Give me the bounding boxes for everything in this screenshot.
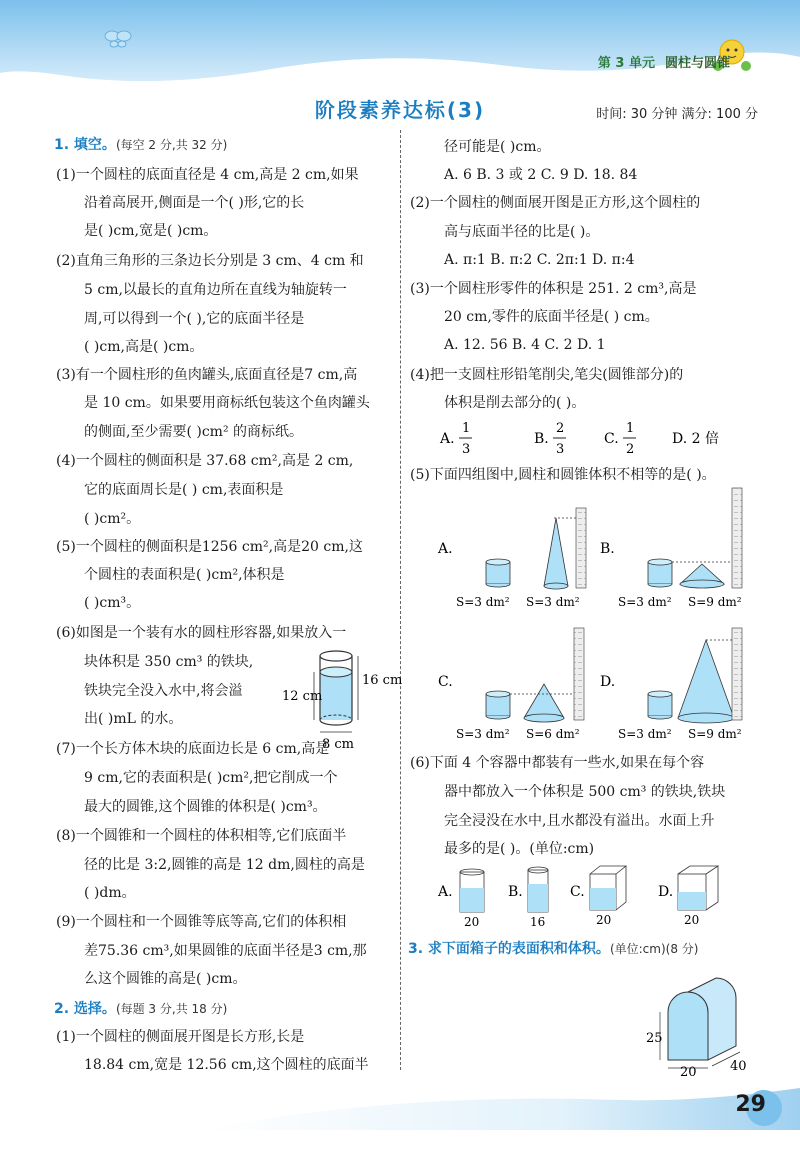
s1-line: 个圆柱的表面积是( )cm²,体积是 xyxy=(84,567,285,583)
s2-line: 体积是削去部分的( )。 xyxy=(444,395,586,411)
s1-line: (8)一个圆锥和一个圆柱的体积相等,它们底面半 xyxy=(56,828,347,844)
s1-line: 是( )cm,宽是( )cm。 xyxy=(84,223,218,239)
s1-line: (6)如图是一个装有水的圆柱形容器,如果放入一 xyxy=(56,625,347,641)
q5-group-b-label: B. xyxy=(600,541,615,557)
s2-line: 径可能是( )cm。 xyxy=(444,139,551,155)
s1-line: ( )cm²。 xyxy=(84,511,141,527)
s1-line: 它的底面周长是( ) cm,表面积是 xyxy=(84,482,284,498)
q4-option-c-num: 1 xyxy=(626,421,635,436)
q6-b-label: B. xyxy=(508,884,523,900)
q5-c-cone-area: S=6 dm² xyxy=(526,727,580,741)
q5-a-cyl-area: S=3 dm² xyxy=(456,595,510,609)
s2-line: 18.84 cm,宽是 12.56 cm,这个圆柱的底面半 xyxy=(84,1057,369,1073)
s2-line: (3)一个圆柱形零件的体积是 251. 2 cm³,高是 xyxy=(410,281,697,297)
s2-line: (5)下面四组图中,圆柱和圆锥体积不相等的是( )。 xyxy=(410,467,716,483)
s1-line: 最大的圆锥,这个圆锥的体积是( )cm³。 xyxy=(84,799,327,815)
q4-options xyxy=(440,416,740,460)
q5-group-c xyxy=(438,628,584,741)
s1-line: ( )cm,高是( )cm。 xyxy=(84,339,204,355)
q6-a-label: A. xyxy=(438,884,453,900)
q5-d-cone-area: S=9 dm² xyxy=(688,727,742,741)
q6-a-dim: 20 xyxy=(464,915,480,929)
box-figure xyxy=(646,972,756,1080)
q4-option-a-den: 3 xyxy=(462,442,471,457)
unit-tag xyxy=(598,52,730,71)
box-width-label: 20 xyxy=(680,1065,697,1080)
q5-figures xyxy=(434,488,750,741)
q5-c-cyl-area: S=3 dm² xyxy=(456,727,510,741)
q5-group-d xyxy=(600,628,742,741)
q6-c-label: C. xyxy=(570,884,585,900)
section1-heading xyxy=(54,138,227,152)
s1-line: (9)一个圆柱和一个圆锥等底等高,它们的体积相 xyxy=(56,914,347,930)
section2-heading xyxy=(54,1002,227,1016)
s2-line: (1)一个圆柱的侧面展开图是长方形,长是 xyxy=(56,1029,305,1045)
s2-line: 完全浸没在水中,且水都没有溢出。水面上升 xyxy=(444,813,715,829)
q4-option-a-label: A. xyxy=(440,431,455,447)
box-depth-label: 40 xyxy=(730,1059,747,1074)
s1-line: 周,可以得到一个( ),它的底面半径是 xyxy=(84,311,305,327)
s1-line: 块体积是 350 cm³ 的铁块, xyxy=(84,654,254,670)
s1-line: (1)一个圆柱的底面直径是 4 cm,高是 2 cm,如果 xyxy=(56,167,359,183)
s1-line: ( )dm。 xyxy=(84,885,136,901)
s1-line: 铁块完全没入水中,将会溢 xyxy=(84,683,243,699)
s2-line: (6)下面 4 个容器中都装有一些水,如果在每个容 xyxy=(410,755,705,771)
q5-b-cone-area: S=9 dm² xyxy=(688,595,742,609)
box-height-label: 25 xyxy=(646,1031,663,1046)
section2-points: (每题 3 分,共 18 分) xyxy=(115,1002,228,1016)
footer-bar xyxy=(0,1082,800,1130)
q5-group-a xyxy=(437,508,586,609)
s1-line: 出( )mL 的水。 xyxy=(84,711,183,727)
q5-a-cone-area: S=3 dm² xyxy=(526,595,580,609)
q5-group-a-label: A. xyxy=(438,541,453,557)
q4-option-d: D. 2 倍 xyxy=(672,431,719,447)
fig6-width-label: 8 cm xyxy=(322,737,355,752)
q6-container-d xyxy=(658,866,718,927)
q5-group-c-label: C. xyxy=(438,674,453,690)
s2-line: 20 cm,零件的底面半径是( ) cm。 xyxy=(444,309,659,325)
q6-containers xyxy=(438,860,748,930)
q5-group-d-label: D. xyxy=(600,674,616,690)
q4-option-b-label: B. xyxy=(534,431,549,447)
q6-b-dim: 16 xyxy=(530,915,546,929)
s2-option-line: A. π:1 B. π:2 C. 2π:1 D. π:4 xyxy=(444,252,635,268)
q6-container-a xyxy=(437,869,484,929)
q4-option-c-label: C. xyxy=(604,431,619,447)
s1-line: 5 cm,以最长的直角边所在直线为轴旋转一 xyxy=(84,282,347,298)
q6-d-dim: 20 xyxy=(684,913,700,927)
s2-line: 器中都放入一个体积是 500 cm³ 的铁块,铁块 xyxy=(444,784,726,800)
section3-heading xyxy=(408,942,698,956)
q5-group-b xyxy=(600,488,742,609)
column-divider xyxy=(400,130,401,1070)
q5-d-cyl-area: S=3 dm² xyxy=(618,727,672,741)
s1-line: (7)一个长方体木块的底面边长是 6 cm,高是 xyxy=(56,741,330,757)
page-title: 阶段素养达标(3) xyxy=(314,98,486,122)
s2-line: 最多的是( )。(单位:cm) xyxy=(444,841,595,857)
s2-option-line: A. 12. 56 B. 4 C. 2 D. 1 xyxy=(444,337,606,353)
s1-line: (2)直角三角形的三条边长分别是 3 cm、4 cm 和 xyxy=(56,253,364,269)
s2-line: (4)把一支圆柱形铅笔削尖,笔尖(圆锥部分)的 xyxy=(410,367,684,383)
s1-line: 么这个圆锥的高是( )cm。 xyxy=(84,971,247,987)
s1-line: 沿着高展开,侧面是一个( )形,它的长 xyxy=(84,195,305,211)
s1-line: 径的比是 3:2,圆锥的高是 12 dm,圆柱的高是 xyxy=(84,857,365,873)
q5-b-cyl-area: S=3 dm² xyxy=(618,595,672,609)
section3-title: 3. 求下面箱子的表面积和体积。 xyxy=(408,941,610,957)
unit-label: 第 3 单元 xyxy=(597,56,655,71)
s1-line: ( )cm³。 xyxy=(84,595,141,611)
fig6-height-label: 16 cm xyxy=(362,673,403,688)
time-info: 时间: 30 分钟 满分: 100 分 xyxy=(596,107,758,122)
q4-option-b-num: 2 xyxy=(556,421,565,436)
q6-container-c xyxy=(570,866,626,927)
s2-line: (2)一个圆柱的侧面展开图是正方形,这个圆柱的 xyxy=(410,195,701,211)
s1-line: 是 10 cm。如果要用商标纸包装这个鱼肉罐头 xyxy=(84,395,370,411)
section3-points: (单位:cm)(8 分) xyxy=(609,942,699,956)
q6-d-label: D. xyxy=(658,884,674,900)
s1-line: 9 cm,它的表面积是( )cm²,把它削成一个 xyxy=(84,770,338,786)
header-banner xyxy=(0,0,800,92)
section1-title: 1. 填空。 xyxy=(54,137,116,153)
q6-c-dim: 20 xyxy=(596,913,612,927)
unit-title: 圆柱与圆锥 xyxy=(664,56,730,71)
fig6-water-label: 12 cm xyxy=(282,689,323,704)
page-number: 29 xyxy=(735,1092,766,1117)
q4-option-b-den: 3 xyxy=(556,442,565,457)
s1-line: (5)一个圆柱的侧面积是1256 cm²,高是20 cm,这 xyxy=(56,539,363,555)
section1-points: (每空 2 分,共 32 分) xyxy=(115,138,228,152)
q4-option-a-num: 1 xyxy=(462,421,471,436)
q4-option-c-den: 2 xyxy=(626,442,635,457)
s1-line: (3)有一个圆柱形的鱼肉罐头,底面直径是7 cm,高 xyxy=(56,367,358,383)
s2-line: 高与底面半径的比是( )。 xyxy=(444,224,600,240)
cylinder-container-figure xyxy=(282,644,403,752)
section2-title: 2. 选择。 xyxy=(54,1001,116,1017)
q6-container-b xyxy=(508,867,548,929)
s2-option-line: A. 6 B. 3 或 2 C. 9 D. 18. 84 xyxy=(444,167,638,183)
s1-line: (4)一个圆柱的侧面积是 37.68 cm²,高是 2 cm, xyxy=(56,453,354,469)
s1-line: 差75.36 cm³,如果圆锥的底面半径是3 cm,那 xyxy=(84,943,367,959)
s1-line: 的侧面,至少需要( )cm² 的商标纸。 xyxy=(84,424,304,440)
